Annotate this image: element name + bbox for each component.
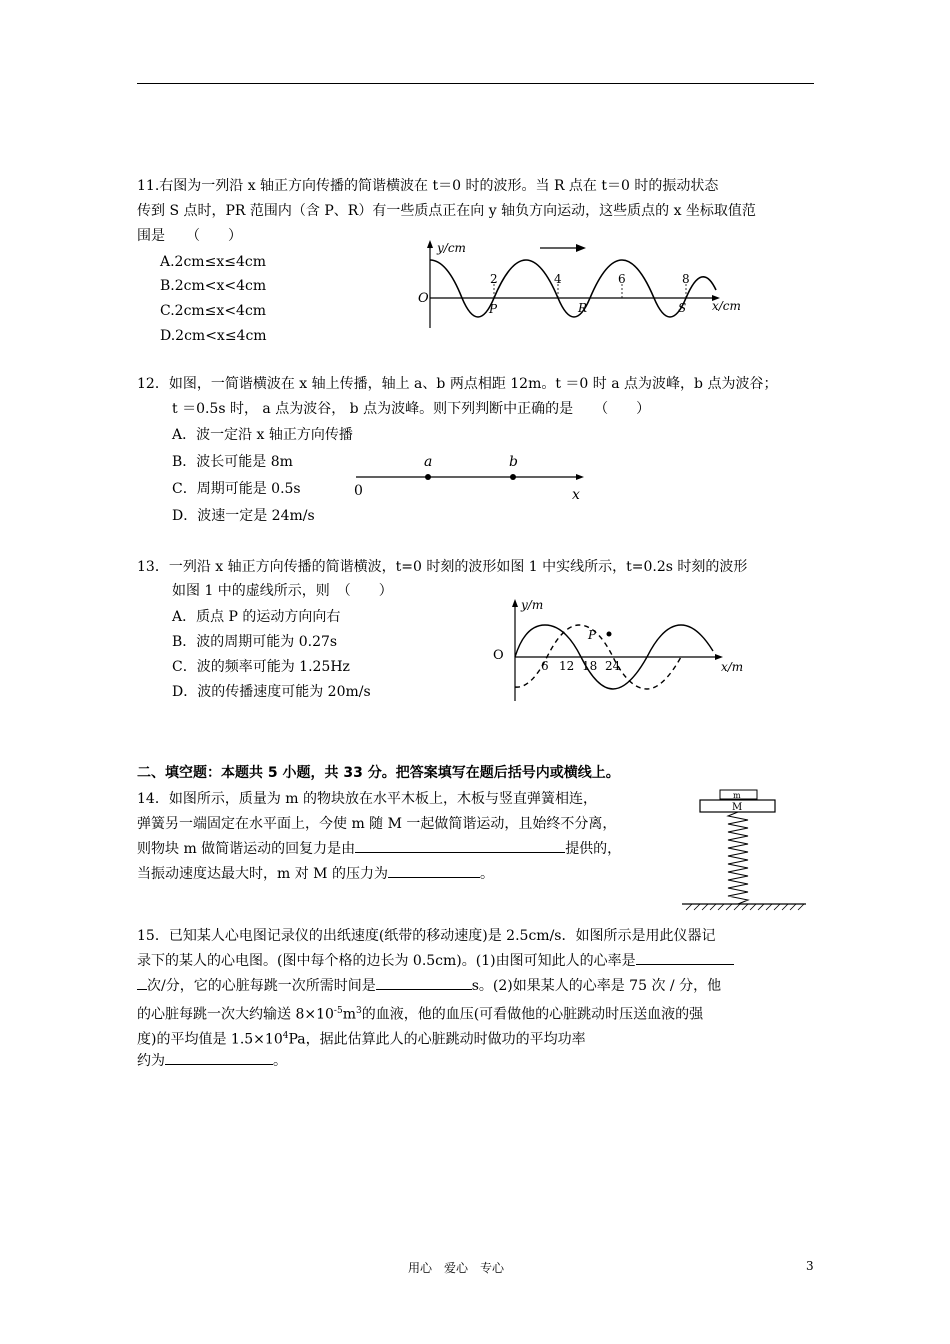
q15-blank-heart-rate-part1[interactable] [636,950,734,965]
q13-wave-figure [485,595,755,705]
q11-tick-label-6: 6 [618,272,626,286]
q15-unit-m: m [342,1006,356,1023]
q11-point-p-label: P [489,302,498,316]
q11-stem-line-3: 围是 （ ） [137,228,242,244]
q12-option-a: A．波一定沿 x 轴正方向传播 [172,427,353,443]
q11-tick-label-2: 2 [490,272,498,286]
q11-wave-figure [410,238,750,333]
q13-stem-line-1: 13．一列沿 x 轴正方向传播的简谐横波，t=0 时刻的波形如图 1 中实线所示，t=0.2s 时刻的波形 [137,559,748,575]
q13-tick-label-12: 12 [559,659,575,673]
q11-tick-label-4: 4 [554,272,562,286]
q15-line-2-text: 录下的某人的心电图。(图中每个格的边长为 0.5cm)。(1)由图可知此人的心率是 [137,953,636,969]
q11-option-c: C.2cm≤x<4cm [160,303,267,319]
q15-line-6 [137,1050,287,1072]
q11-y-arrowhead [427,240,433,248]
q14-blank-pressure[interactable] [388,863,480,878]
q11-origin-label: O [418,291,429,306]
q14-ground-hatching [686,904,804,910]
q12-option-d: D．波速一定是 24m/s [172,508,315,524]
q15-line-5-text: 度)的平均值是 1.5×10 [137,1031,283,1048]
q15-line-6-tail: 。 [273,1053,287,1069]
q15-blank-beat-time[interactable] [376,975,472,990]
q15-line-3-tail: s。(2)如果某人的心率是 75 次 / 分，他 [471,978,722,994]
q14-block-m-label: m [733,791,741,800]
q14-blank-restoring-force[interactable] [355,838,565,853]
q15-blank-heart-rate-part2[interactable] [137,975,147,990]
q13-option-c: C．波的频率可能为 1.25Hz [172,659,350,675]
q15-line-3 [137,975,721,997]
q12-stem-line-1: 12．如图，一简谐横波在 x 轴上传播，轴上 a、b 两点相距 12m。t ＝0 时 a 点为波峰，b 点为波谷； [137,376,778,392]
q15-line-4-tail: 的血液，他的血压(可看做他的心脏跳动时压送血液的强 [361,1006,704,1023]
q13-option-d: D．波的传播速度可能为 20m/s [172,684,371,700]
q13-y-arrowhead [512,599,518,607]
footer-motto: 用心 爱心 专心 [408,1261,505,1275]
q11-option-d: D.2cm<x≤4cm [160,328,267,344]
q13-y-label: y/m [521,598,544,612]
q12-option-b: B．波长可能是 8m [172,454,293,470]
q14-line-3-tail: 提供的， [565,841,622,857]
q13-origin-label: O [493,648,504,663]
q14-line-3-text: 则物块 m 做简谐运动的回复力是由 [137,841,356,857]
q11-option-a: A.2cm≤x≤4cm [160,254,266,270]
q15-exponent-cubic: 3 [355,1006,362,1016]
q13-option-b: B．波的周期可能为 0.27s [172,634,338,650]
q11-stem-line-1: 11.右图为一列沿 x 轴正方向传播的简谐横波在 t＝0 时的波形。当 R 点在 t＝0 时的振动状态 [137,178,719,194]
q11-y-label: y/cm [437,241,466,255]
q14-board-M-label: M [732,802,743,813]
q11-stem-line-2: 传到 S 点时，PR 范围内（含 P、R）有一些质点正在向 y 轴负方向运动，这些质点的 x 坐标取值范 [137,203,756,219]
q15-line-4-text: 的心脏每跳一次大约输送 8×10 [137,1006,334,1023]
q12-axis-figure [350,450,590,505]
q12-origin-label: 0 [354,483,363,499]
q13-point-p-label: P [588,628,597,642]
q14-line-2: 弹簧另一端固定在水平面上，今使 m 随 M 一起做简谐运动，且始终不分离， [137,816,617,832]
q11-wave-curve [430,260,716,317]
q13-point-p-dot [607,632,612,637]
q12-axis-label: x [572,487,580,503]
q11-option-b: B.2cm<x<4cm [160,278,267,294]
q12-x-arrowhead [576,474,584,480]
q11-direction-arrowhead [576,244,586,252]
q13-x-label: x/m [721,660,744,674]
q14-spring [728,812,748,904]
q12-stem-line-2: t ＝0.5s 时， a 点为波谷， b 点为波峰。则下列判断中正确的是 （ ） [172,401,651,417]
q13-tick-label-24: 24 [605,659,621,673]
q12-point-b-dot [510,474,516,480]
q15-line-1: 15．已知某人心电图记录仪的出纸速度(纸带的移动速度)是 2.5cm/s．如图所示是用此仪器记 [137,928,716,944]
q15-line-5 [137,1025,586,1051]
q15-exponent-volume: -5 [333,1006,343,1016]
q13-tick-label-6: 6 [541,659,549,673]
q15-exponent-pressure: 4 [282,1031,289,1041]
q12-option-c: C．周期可能是 0.5s [172,481,301,497]
page-number: 3 [806,1259,814,1273]
q15-line-6-text: 约为 [137,1053,165,1069]
q11-point-r-label: R [578,301,588,315]
q11-point-s-label: S [678,301,687,315]
header-rule [137,83,814,84]
q11-tick-label-8: 8 [682,272,690,286]
q15-line-3-text: 次/分，它的心脏每跳一次所需时间是 [147,978,376,994]
q14-line-1: 14．如图所示，质量为 m 的物块放在水平木板上，木板与竖直弹簧相连， [137,791,597,807]
q13-option-a: A．质点 P 的运动方向向右 [172,609,341,625]
q14-spring-figure [680,788,810,913]
q14-line-4 [137,863,494,885]
q12-point-a-dot [425,474,431,480]
q15-line-5-tail: Pa，据此估算此人的心脏跳动时做功的平均功率 [288,1031,586,1048]
q14-line-3 [137,838,621,860]
q14-line-4-text: 当振动速度达最大时，m 对 M 的压力为 [137,866,388,882]
q15-blank-average-power[interactable] [165,1050,273,1065]
q15-line-2 [137,950,734,972]
q14-line-4-tail: 。 [479,866,494,882]
q13-tick-label-18: 18 [582,659,598,673]
q12-point-b-label: b [509,454,518,470]
q15-line-4 [137,1000,703,1026]
section-2-heading: 二、填空题：本题共 5 小题，共 33 分。把答案填写在题后括号内或横线上。 [137,765,620,781]
q11-x-label: x/cm [712,299,741,313]
q12-point-a-label: a [424,454,433,470]
q13-stem-line-2: 如图 1 中的虚线所示，则 （ ） [172,583,393,599]
